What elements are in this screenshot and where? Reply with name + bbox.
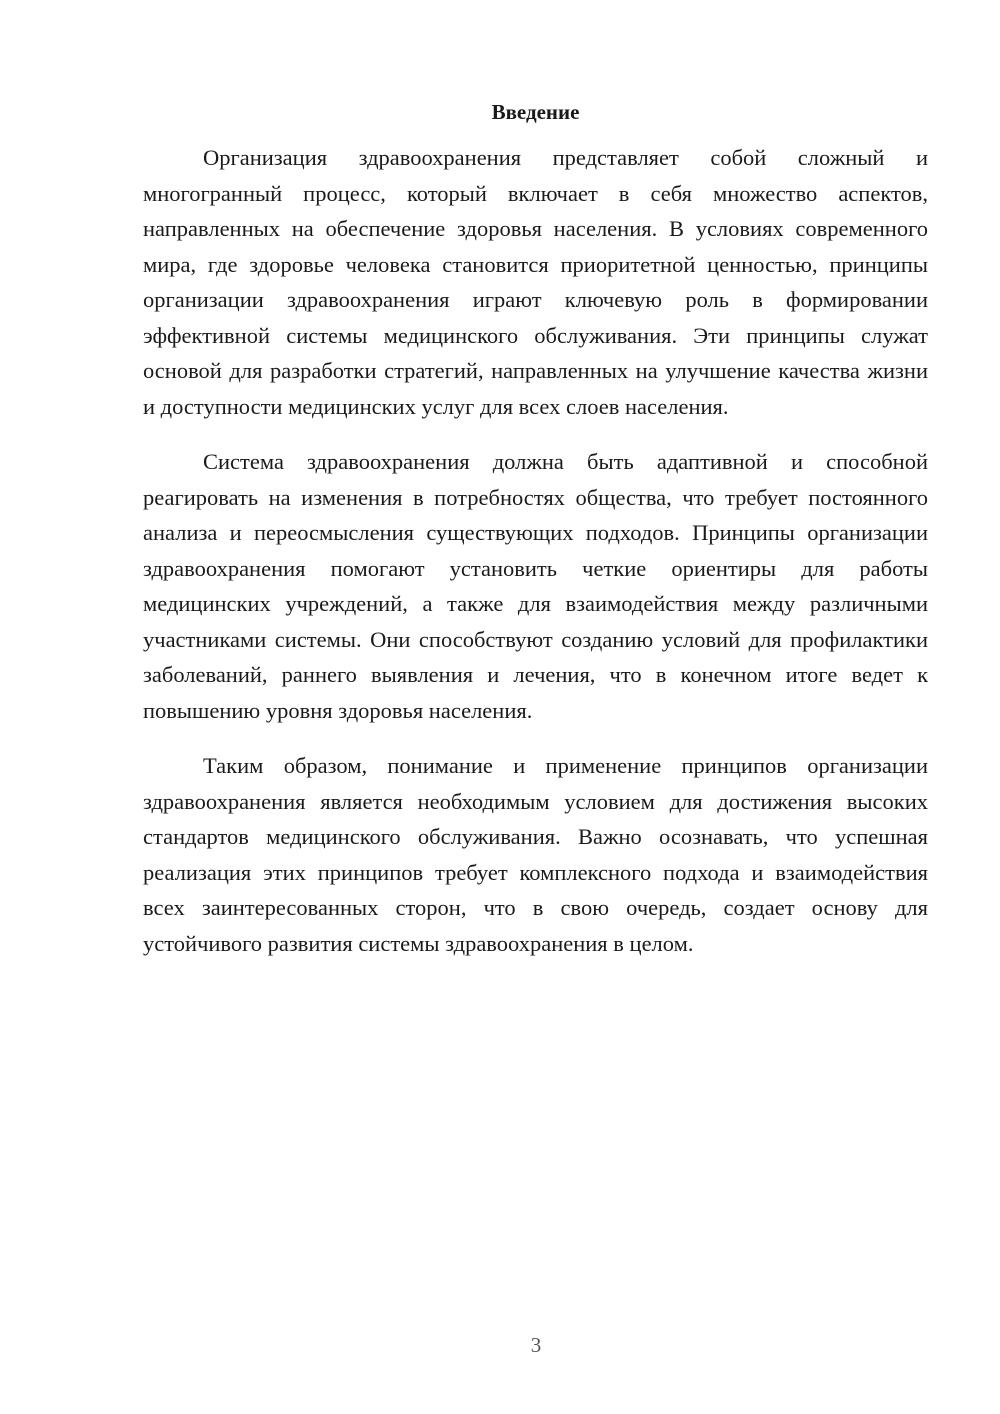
paragraph-2: Система здравоохранения должна быть адаптивной и способной реагировать на изменения в потребностях общества, что требует постоянного анализа и переосмысления существующих подходов. Принципы организации здравоохранения помогают установить четкие ориентиры для работы медицинских учреждений, а также для взаимодействия между различными участниками системы. Они способствуют созданию условий для профилактики заболеваний, раннего выявления и лечения, что в конечном итоге ведет к повышению уровня здоровья населения. [143, 449, 928, 723]
section-title: Введение [491, 100, 580, 124]
page-content [143, 98, 928, 981]
page-number: 3 [530, 1333, 542, 1357]
paragraph-1: Организация здравоохранения представляет собой сложный и многогранный процесс, который включает в себя множество аспектов, направленных на обеспечение здоровья населения. В условиях современного мира, где здоровье человека становится приоритетной ценностью, принципы организации здравоохранения играют ключевую роль в формировании эффективной системы медицинского обслуживания. Эти принципы служат основой для разработки стратегий, направленных на улучшение качества жизни и доступности медицинских услуг для всех слоев населения. [143, 145, 928, 419]
paragraph-3: Таким образом, понимание и применение принципов организации здравоохранения является необходимым условием для достижения высоких стандартов медицинского обслуживания. Важно осознавать, что успешная реализация этих принципов требует комплексного подхода и взаимодействия всех заинтересованных сторон, что в свою очередь, создает основу для устойчивого развития системы здравоохранения в целом. [143, 753, 928, 956]
